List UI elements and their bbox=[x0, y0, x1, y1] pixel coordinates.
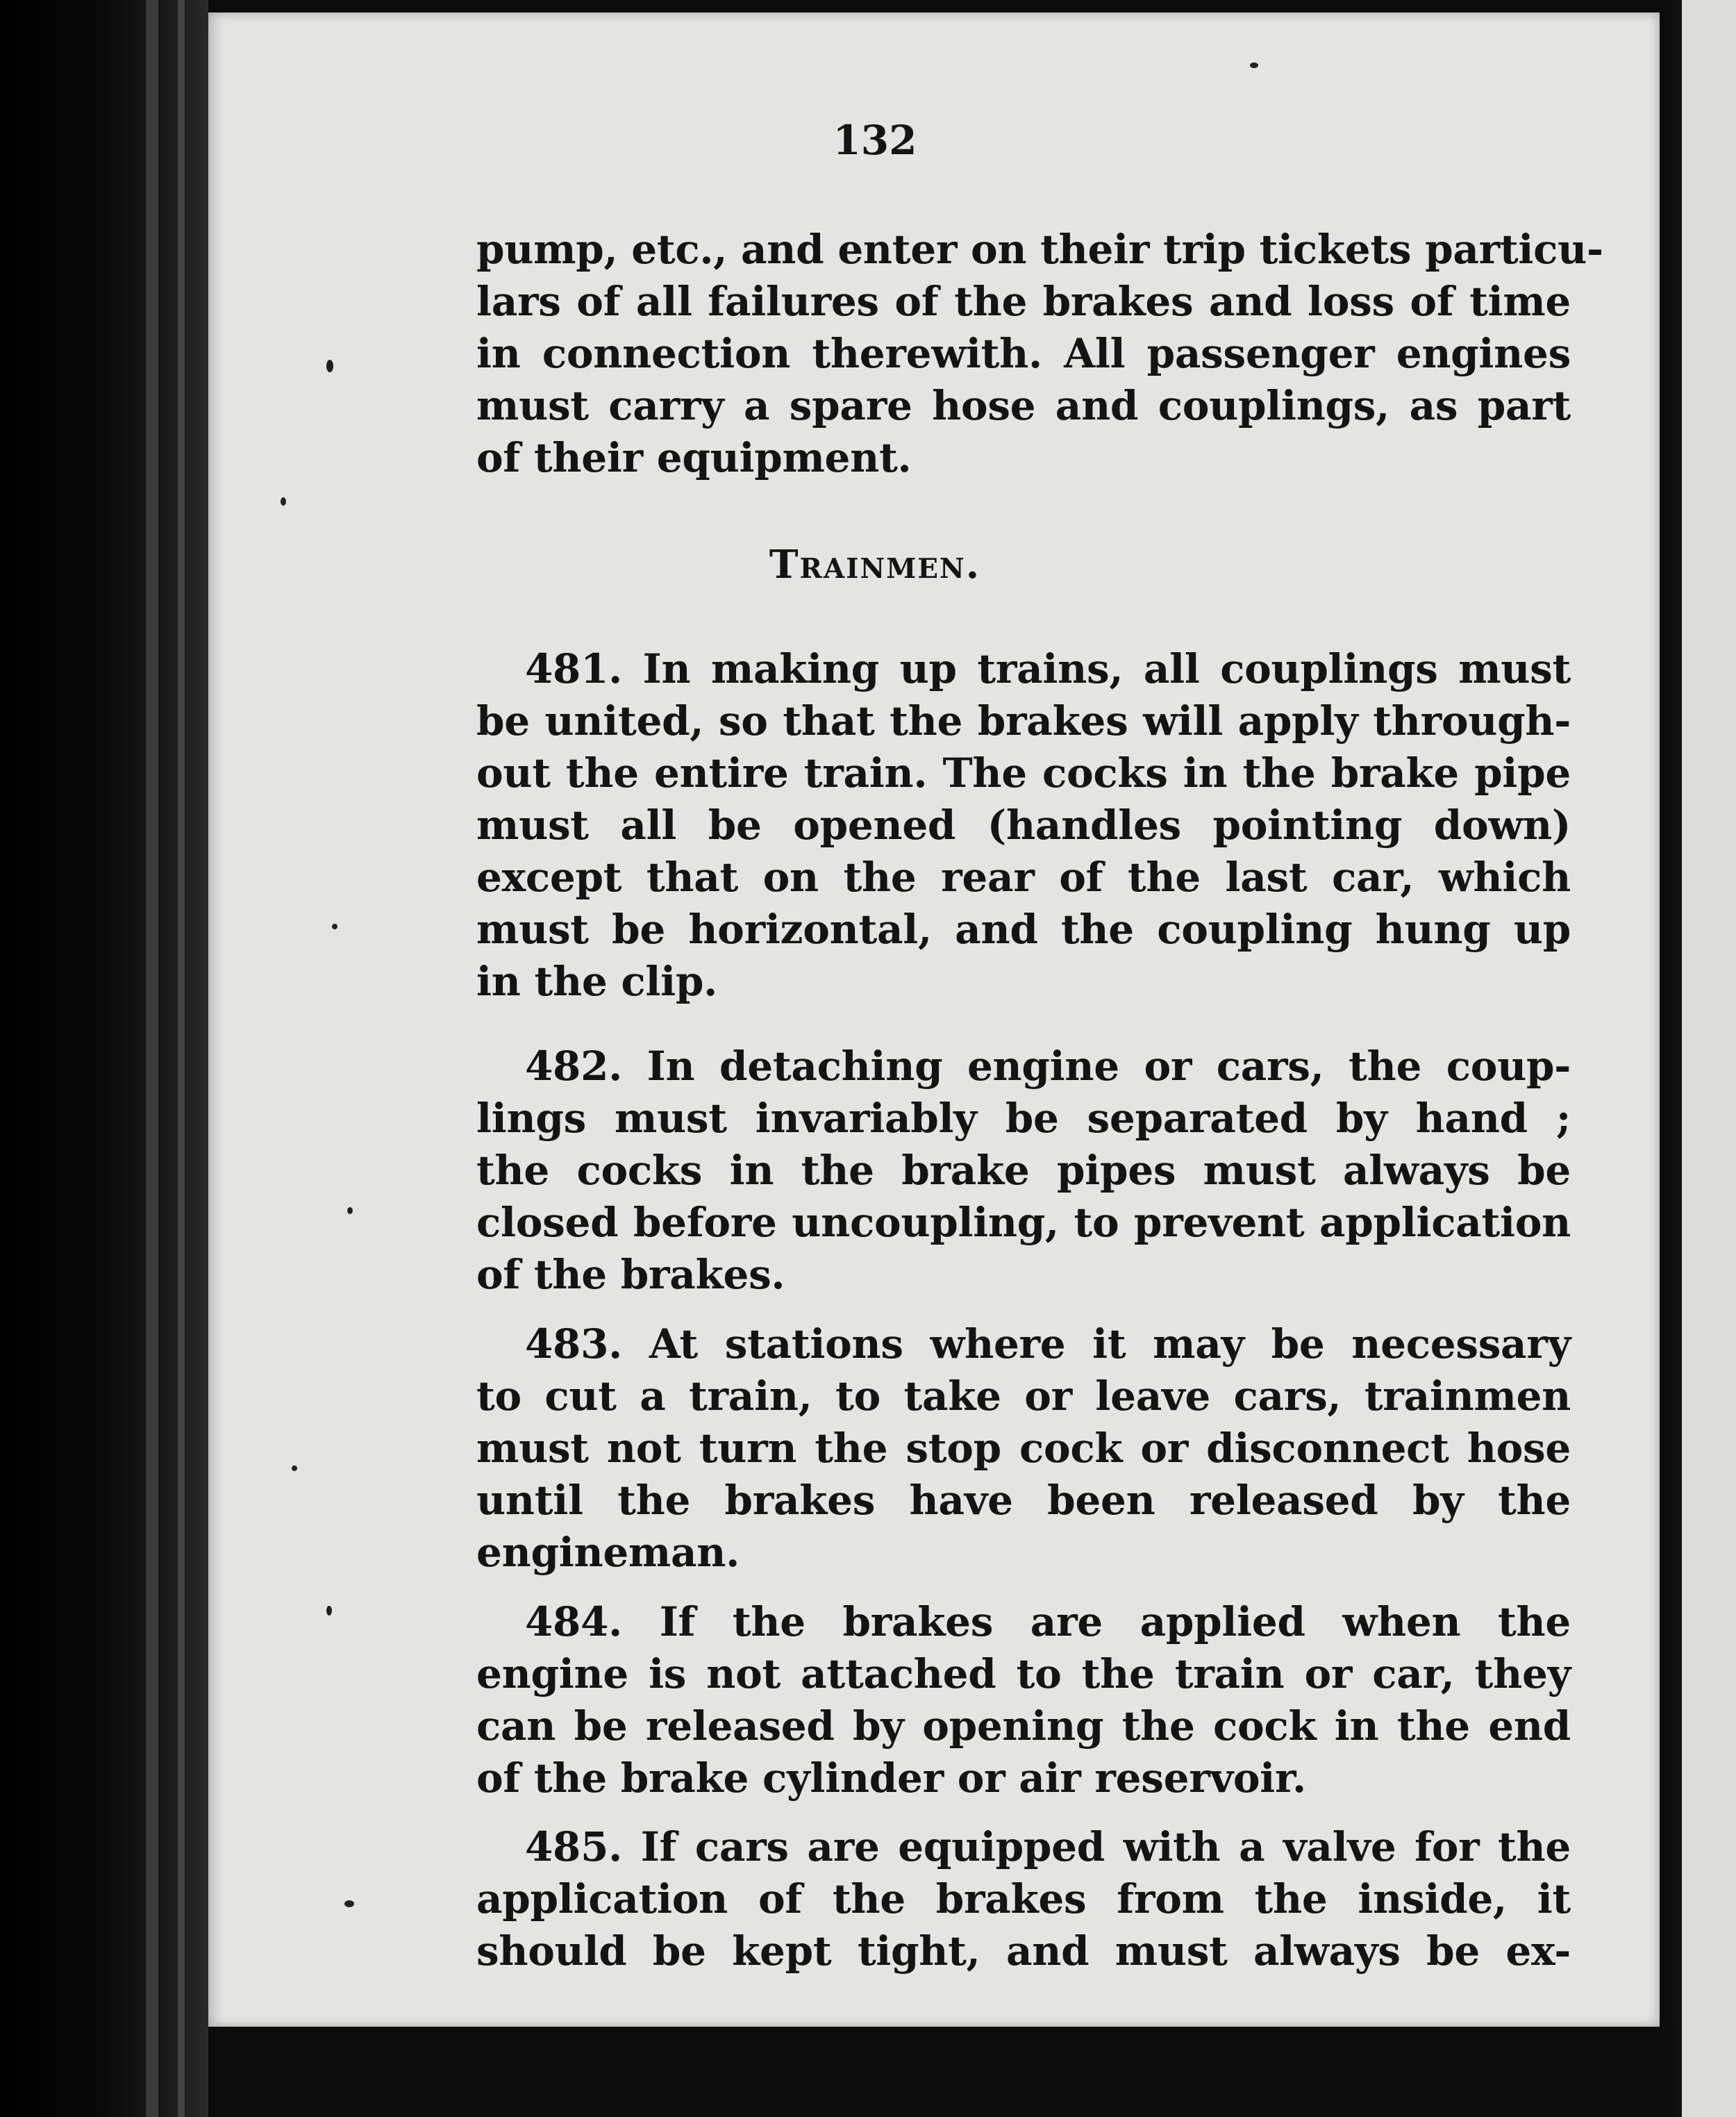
text-line: until the brakes have been released by the bbox=[476, 1477, 1571, 1524]
text-line: the cocks in the brake pipes must always be bbox=[476, 1147, 1571, 1194]
text-line: engineman. bbox=[476, 1529, 740, 1576]
text-line: to cut a train, to take or leave cars, trainmen bbox=[476, 1372, 1571, 1420]
continuation-paragraph bbox=[476, 224, 1603, 484]
text-line: of the brakes. bbox=[476, 1251, 785, 1298]
text-line: 483. At stations where it may be necessary bbox=[525, 1320, 1571, 1368]
rule-484 bbox=[476, 1596, 1571, 1804]
binding-rule bbox=[146, 0, 158, 2117]
binding-rule bbox=[178, 0, 185, 2117]
text-line: pump, etc., and enter on their trip tickets particu- bbox=[476, 226, 1603, 273]
text-line: lars of all failures of the brakes and loss of time bbox=[476, 278, 1571, 325]
rule-483 bbox=[476, 1318, 1571, 1579]
rule-482 bbox=[476, 1040, 1571, 1301]
rule-485 bbox=[476, 1821, 1571, 1977]
text-line: in the clip. bbox=[476, 958, 717, 1005]
text-line: must be horizontal, and the coupling hung up bbox=[476, 906, 1571, 953]
text-line: closed before uncoupling, to prevent application bbox=[476, 1199, 1571, 1246]
text-line: 485. If cars are equipped with a valve for the bbox=[525, 1823, 1571, 1870]
section-heading: Trainmen. bbox=[769, 542, 981, 588]
text-line: 481. In making up trains, all couplings must bbox=[525, 645, 1571, 692]
text-line: can be released by opening the cock in the end bbox=[476, 1702, 1571, 1750]
text-line: must not turn the stop cock or disconnect hose bbox=[476, 1425, 1571, 1472]
text-line: must carry a spare hose and couplings, as part bbox=[476, 382, 1571, 429]
text-line: 482. In detaching engine or cars, the coup- bbox=[525, 1043, 1571, 1090]
text-line: in connection therewith. All passenger engines bbox=[476, 330, 1571, 377]
text-line: out the entire train. The cocks in the brake pipe bbox=[476, 749, 1571, 797]
text-line: 484. If the brakes are applied when the bbox=[525, 1598, 1571, 1645]
text-line: of their equipment. bbox=[476, 434, 912, 481]
text-line: be united, so that the brakes will apply through- bbox=[476, 697, 1571, 745]
page-bottom-shadow bbox=[208, 2027, 1674, 2117]
text-line: application of the brakes from the inside, it bbox=[476, 1875, 1571, 1923]
text-line: except that on the rear of the last car, which bbox=[476, 854, 1571, 901]
text-line: engine is not attached to the train or car, they bbox=[476, 1650, 1571, 1697]
text-line: must all be opened (handles pointing down) bbox=[476, 802, 1571, 849]
rule-481 bbox=[476, 643, 1571, 1008]
text-line: lings must invariably be separated by hand ; bbox=[476, 1095, 1571, 1142]
page-number: 132 bbox=[833, 117, 917, 164]
text-line: should be kept tight, and must always be ex- bbox=[476, 1927, 1571, 1975]
text-line: of the brake cylinder or air reservoir. bbox=[476, 1754, 1306, 1802]
book-binding bbox=[0, 0, 208, 2117]
facing-page-edge bbox=[1672, 0, 1736, 2117]
